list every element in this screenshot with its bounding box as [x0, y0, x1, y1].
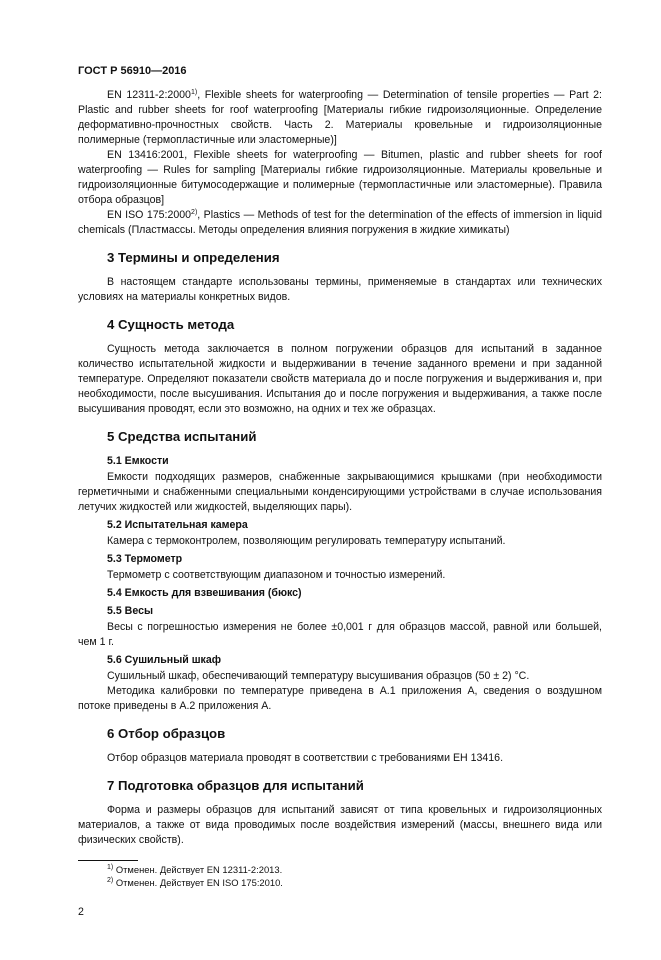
footnote-text: Отменен. Действует EN ISO 175:2010.: [113, 877, 283, 888]
section-5-1-title: 5.1 Емкости: [107, 455, 169, 467]
section-5-5-text: Весы с погрешностью измерения не более ±0,001 г для образцов массой, равной или большей, чем 1 г.: [78, 621, 602, 648]
section-6-title: 6 Отбор образцов: [107, 726, 226, 741]
ref-code: EN 12311-2:2000: [107, 89, 191, 101]
normative-references: [78, 88, 602, 238]
footnote-1: [107, 863, 602, 876]
ref-text: , Flexible sheets for waterproofing — Determination of tensile properties — Part 2: Plastic and rubber sheets for roof waterproofing [Материалы гибкие гидроизоляционные. Определение деформативно-прочностных свойств. Часть 2. Материалы кровельные и гидроизоляционные полимерные (термопластичные или эластомерные)]: [78, 89, 603, 146]
section-3-title: 3 Термины и определения: [107, 250, 280, 265]
ref-text: , Plastics — Methods of test for the determination of the effects of immersion in liquid chemicals (Пластмассы. Методы определения влияния погружения в жидкие химикаты): [78, 209, 602, 236]
document-header: ГОСТ Р 56910—2016: [78, 65, 187, 77]
section-5-4-title: 5.4 Емкость для взвешивания (бюкс): [107, 587, 302, 599]
section-5-3-title: 5.3 Термометр: [107, 553, 183, 565]
footnote-divider: [78, 860, 138, 861]
section-5-3-text: Термометр с соответствующим диапазоном и точностью измерений.: [107, 569, 446, 581]
footnote-mark: 1): [190, 89, 198, 96]
section-6-text: Отбор образцов материала проводят в соответствии с требованиями ЕН 13416.: [107, 752, 504, 764]
section-4-text: Сущность метода заключается в полном погружении образцов для испытаний в заданное количество испытательной жидкости и выдерживании в течение заданного времени и при заданной температуре. Определяют показатели свойств материала до и после погружения и выдерживания и, при необходимости, после высушивания. Испытания до и после погружения и выдерживания, а также после высушивания проводят, если это возможно, на одних и тех же образцах.: [78, 343, 602, 415]
section-5-2-title: 5.2 Испытательная камера: [107, 519, 248, 531]
ref-code: EN 13416:2001: [107, 149, 185, 161]
footnote-mark: 1): [107, 864, 114, 871]
document-page: [78, 0, 602, 960]
section-5-6-title: 5.6 Сушильный шкаф: [107, 654, 221, 666]
ref-code: EN ISO 175:2000: [107, 209, 192, 221]
footnote-mark: 2): [107, 877, 114, 884]
page-number: 2: [78, 906, 84, 918]
section-5-2-text: Камера с термоконтролем, позволяющим регулировать температуру испытаний.: [107, 535, 506, 547]
section-4-title: 4 Сущность метода: [107, 317, 235, 332]
reference-item: [78, 148, 602, 208]
section-5-5-title: 5.5 Весы: [107, 605, 154, 617]
reference-item: [78, 208, 602, 238]
footnote-text: Отменен. Действует EN 12311-2:2013.: [113, 864, 283, 875]
section-5-6-text: Сушильный шкаф, обеспечивающий температуру высушивания образцов (50 ± 2) °С.: [107, 670, 530, 682]
section-7-text: Форма и размеры образцов для испытаний зависят от типа кровельных и гидроизоляционных материалов, а также от вида проводимых после воздействия измерений (массы, внешнего вида или физических свойств).: [78, 804, 602, 846]
section-7-title: 7 Подготовка образцов для испытаний: [107, 778, 364, 793]
section-5-1-text: Емкости подходящих размеров, снабженные закрывающимися крышками (при необходимости герметичными и снабженными специальными конденсирующими устройствами в случае использования летучих жидкостей или жидкостей, выделяющих пары).: [78, 471, 602, 513]
section-5-title: 5 Средства испытаний: [107, 429, 257, 444]
section-3-text: В настоящем стандарте использованы термины, применяемые в стандартах или технических условиях на материалы конкретных видов.: [78, 276, 602, 303]
reference-item: [78, 88, 602, 148]
section-5-6-text-2: Методика калибровки по температуре приведена в А.1 приложения А, сведения о воздушном потоке приведены в А.2 приложения А.: [78, 685, 602, 712]
footnote-2: [107, 876, 602, 889]
footnote-mark: 2): [191, 209, 198, 216]
ref-text: , Flexible sheets for waterproofing — Bitumen, plastic and rubber sheets for roof waterproofing — Rules for sampling [Материалы гибкие гидроизоляционные. Материалы кровельные и гидроизоляционные битумосодержащие и полимерные (термопластичные или эластомерные). Правила отбора образцов]: [78, 149, 602, 206]
